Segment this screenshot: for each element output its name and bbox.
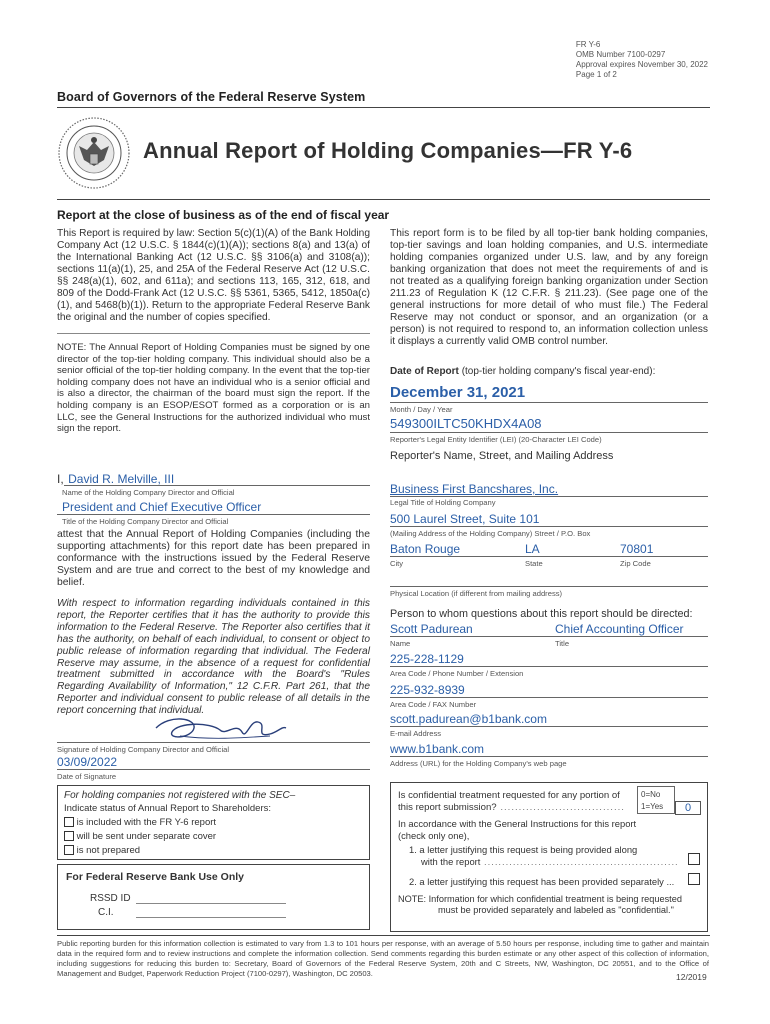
signature-date[interactable]: 03/09/2022 xyxy=(57,755,118,769)
state-value[interactable]: LA xyxy=(525,542,540,556)
lei-line xyxy=(390,432,708,433)
company-name-caption: Legal Title of Holding Company xyxy=(390,498,496,507)
report-date[interactable]: December 31, 2021 xyxy=(390,384,526,401)
street-line xyxy=(390,526,708,527)
fax-caption: Area Code / FAX Number xyxy=(390,700,477,709)
lei-caption: Reporter's Legal Entity Identifier (LEI) (20-Character LEI Code) xyxy=(390,435,602,444)
sec-status-box xyxy=(57,785,370,860)
federal-reserve-seal xyxy=(57,116,131,190)
sec-heading: For holding companies not registered with the SEC– xyxy=(64,790,296,801)
website-value[interactable]: www.b1bank.com xyxy=(390,742,485,756)
signature-line xyxy=(57,742,370,743)
contact-title[interactable]: Chief Accounting Officer xyxy=(555,622,684,636)
conf-question-line1: Is confidential treatment requested for any portion of xyxy=(398,790,620,801)
email-caption: E-mail Address xyxy=(390,729,442,738)
city-value[interactable]: Baton Rouge xyxy=(390,542,461,556)
sec-option-not-prepared[interactable]: is not prepared xyxy=(64,845,140,856)
phone-line xyxy=(390,666,708,667)
conf-option1-line2: with the report ...................................................... xyxy=(421,856,679,867)
top-rule xyxy=(57,107,710,108)
intro-paragraph: This report form is to be filed by all top-tier bank holding companies, top-tier savings and loan holding companies, and U.S. intermediate holding companies organized under U.S. law, and by any foreign banking organization that does not meet the requirements of and is not treated as a qualifying foreign banking organization under Section 211.23 of Regulation K (12 C.F.R. § 211.23). (See page one of the general instructions for more detail of who must file.) The Federal Reserve may not conduct or sponsor, and an organization (or a person) is not required to respond to, an information collection unless it displays a currently valid OMB control number. xyxy=(390,228,708,347)
confidential-treatment-box xyxy=(390,782,708,932)
director-name-row xyxy=(57,470,370,485)
contact-name[interactable]: Scott Padurean xyxy=(390,622,473,636)
page-number: Page 1 of 2 xyxy=(575,70,617,79)
page-title: Annual Report of Holding Companies—FR Y-6 xyxy=(143,138,633,163)
signature-caption: Signature of Holding Company Director and Official xyxy=(57,745,230,754)
address-heading: Reporter's Name, Street, and Mailing Address xyxy=(390,450,614,462)
company-name-line xyxy=(390,496,708,497)
zip-value[interactable]: 70801 xyxy=(620,542,654,556)
signature-image xyxy=(150,710,290,744)
revision-date: 12/2019 xyxy=(676,972,707,982)
state-caption: State xyxy=(525,559,543,568)
privacy-paragraph: With respect to information regarding individuals contained in this report, the Reporter certifies that it has the authority to provide this information to the Federal Reserve. The Reporter also certifies that it has the authority, on behalf of each individual, to consent or object to public release of information regarding that individual. The Federal Reserve may assume, in the absence of a request for confidential treatment submitted in accordance with the Board's "Rules Regarding Availability of Information," 12 C.F.R. Part 261, that the Reporter and individual consent to public release of all details in the report concerning that individual. xyxy=(57,598,370,717)
street-caption: (Mailing Address of the Holding Company) Street / P.O. Box xyxy=(390,529,591,538)
conf-option2-checkbox[interactable] xyxy=(688,873,700,885)
conf-option1-checkbox[interactable] xyxy=(688,853,700,865)
agency-name: Board of Governors of the Federal Reserve System xyxy=(57,90,366,104)
date-of-report-label: Date of Report (top-tier holding company's fiscal year-end): xyxy=(390,366,656,377)
conf-option2: 2. a letter justifying this request has been provided separately ... xyxy=(409,876,675,887)
phone-value[interactable]: 225-228-1129 xyxy=(390,652,464,666)
yes-label: 1=Yes xyxy=(641,802,664,811)
yes-no-legend xyxy=(637,786,675,814)
report-date-caption: Month / Day / Year xyxy=(390,405,453,414)
section-title: Report at the close of business as of the end of fiscal year xyxy=(57,208,390,222)
contact-line xyxy=(390,636,708,637)
conf-option1-line1: 1. a letter justifying this request is being provided along xyxy=(409,844,638,855)
note-paragraph: NOTE: The Annual Report of Holding Companies must be signed by one director of the top-tier holding company. This individual should also be a senior official of the top-tier holding company. In the event that the top-tier holding company does not have an individual who is a senior official and is also a director, the chairman of the board must sign the report. If the holding company is an ESOP/ESOT formed as a corporation or is an LLC, see the General Instructions for the authorized individual who must sign the report. xyxy=(57,342,370,435)
phone-caption: Area Code / Phone Number / Extension xyxy=(390,669,524,678)
contact-heading: Person to whom questions about this report should be directed: xyxy=(390,608,693,620)
law-paragraph: This Report is required by law: Section 5(c)(1)(A) of the Bank Holding Company Act (12 U.S.C. § 1844(c)(1)(A)); sections 8(a) and 13(a) of the International Banking Act (12 U.S.C. §§ 3106(a) and 3108(a)); sections 11(a)(1), 25, and 25A of the Federal Reserve Act (12 U.S.C. §§ 248(a)(1), 602, and 611a); and sections 113, 165, 312, 618, and 809 of the Dodd-Frank Act (12 U.S.C. §§ 5361, 5365, 5412, 1850a(c)(1), and 5468(b)(1)). Return to the appropriate Federal Reserve Bank the original and the number of copies specified. xyxy=(57,228,370,323)
confidential-answer-field[interactable]: 0 xyxy=(675,801,701,815)
form-id: FR Y-6 xyxy=(575,40,601,49)
street-address[interactable]: 500 Laurel Street, Suite 101 xyxy=(390,512,540,526)
website-caption: Address (URL) for the Holding Company's web page xyxy=(390,759,567,768)
ci-line xyxy=(136,917,286,918)
sec-option-included[interactable]: is included with the FR Y-6 report xyxy=(64,817,216,828)
checkbox-not-prepared[interactable] xyxy=(64,845,74,855)
fax-line xyxy=(390,697,708,698)
report-date-line xyxy=(390,402,708,403)
burden-statement: Public reporting burden for this information collection is estimated to vary from 1.3 to 101 hours per response, with an average of 5.50 hours per response, including time to gather and maintain data in the required form and to review instructions and complete the information collection. Send comments regarding this burden estimate or any other aspect of this collection of information, including suggestions for reducing this burden to: Secretary, Board of Governors of the Federal Reserve System, 20th and C Streets, NW, Washington, DC 20551, and to the Office of Management and Budget, Paperwork Reduction Project (7100-0297), Washington, DC 20503. xyxy=(57,939,709,978)
director-name[interactable]: David R. Melville, III xyxy=(68,472,175,486)
sec-subheading: Indicate status of Annual Report to Shareholders: xyxy=(64,803,272,814)
physical-location-line xyxy=(390,586,708,587)
title-rule xyxy=(57,199,710,200)
checkbox-separate[interactable] xyxy=(64,831,74,841)
director-name-caption: Name of the Holding Company Director and Official xyxy=(62,488,235,497)
website-line xyxy=(390,756,708,757)
footer-rule xyxy=(57,935,710,936)
contact-name-caption: Name xyxy=(390,639,411,648)
ci-label: C.I. xyxy=(98,907,114,918)
city-caption: City xyxy=(390,559,404,568)
email-line xyxy=(390,726,708,727)
email-value[interactable]: scott.padurean@b1bank.com xyxy=(390,712,547,726)
director-title-line xyxy=(57,514,370,515)
frb-heading: For Federal Reserve Bank Use Only xyxy=(66,871,244,883)
director-title[interactable]: President and Chief Executive Officer xyxy=(62,500,262,514)
zip-caption: Zip Code xyxy=(620,559,651,568)
checkbox-included[interactable] xyxy=(64,817,74,827)
conf-question-line2: this report submission? .................................. xyxy=(398,802,625,813)
contact-title-caption: Title xyxy=(555,639,570,648)
attest-paragraph: attest that the Annual Report of Holding Companies (including the supporting attachments) for this report date has been prepared in conformance with the instructions issued by the Federal Reserve System and are true and correct to the best of my knowledge and belief. xyxy=(57,529,370,588)
conf-note: NOTE: Information for which confidential treatment is being requested must be provided separately and labeled as "confidential." xyxy=(398,894,682,915)
omb-number: OMB Number 7100-0297 xyxy=(575,50,666,59)
director-name-line xyxy=(64,485,370,486)
signature-date-line xyxy=(57,769,370,770)
lei-value[interactable]: 549300ILTC50KHDX4A08 xyxy=(390,416,542,431)
rssd-line xyxy=(136,903,286,904)
approval-expires: Approval expires November 30, 2022 xyxy=(575,60,708,69)
signature-date-caption: Date of Signature xyxy=(57,772,117,781)
frb-use-box xyxy=(57,864,370,930)
company-name[interactable]: Business First Bancshares, Inc. xyxy=(390,482,559,496)
conf-instructions: In accordance with the General Instructions for this report (check only one), xyxy=(398,818,637,841)
fax-value[interactable]: 225-932-8939 xyxy=(390,683,465,697)
city-state-zip-line xyxy=(390,556,708,557)
rssd-label: RSSD ID xyxy=(90,893,131,904)
form-header-info xyxy=(576,40,708,80)
physical-location-caption: Physical Location (if different from mailing address) xyxy=(390,589,563,598)
director-title-caption: Title of the Holding Company Director and Official xyxy=(62,517,229,526)
i-prefix: I, xyxy=(57,472,64,486)
sec-option-separate[interactable]: will be sent under separate cover xyxy=(64,831,216,842)
left-divider xyxy=(57,333,370,334)
no-label: 0=No xyxy=(641,790,661,799)
